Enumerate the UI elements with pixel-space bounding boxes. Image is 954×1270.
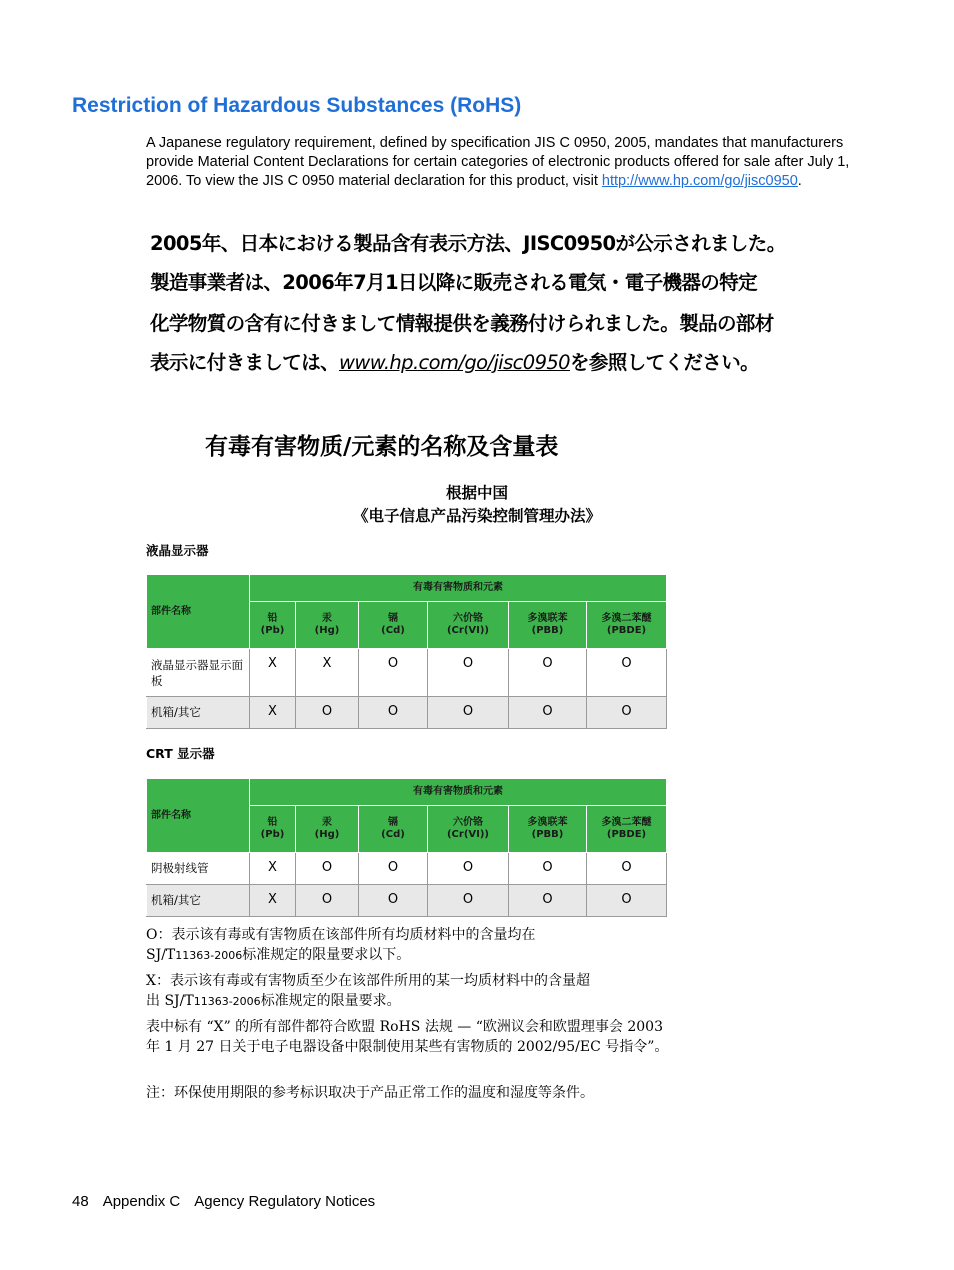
table-cell-mark: O [359,885,428,917]
note-o-line-1: O：表示该有毒或有害物质在该部件所有均质材料中的含量均在 [146,927,536,943]
table-cell-mark: X [250,853,296,885]
table-cell-mark: O [428,853,509,885]
note-x-line-1: X：表示该有毒或有害物质至少在该部件所用的某一均质材料中的含量超 [146,973,590,989]
table-header-substance: 铅 (Pb) [250,602,296,649]
table-header-group: 有毒有害物质和元素 [250,575,667,602]
table-cell-mark: O [587,649,667,697]
japanese-line-4 [150,347,759,375]
page-footer [72,1193,389,1210]
chinese-subtitle-2: 《电子信息产品污染控制管理办法》 [352,507,601,525]
table-header-substance: 镉 (Cd) [359,602,428,649]
table-row [147,649,667,697]
note-x-definition [146,972,676,1011]
table-cell-mark: O [509,885,587,917]
lcd-substance-table [146,574,667,729]
table-header-substance: 汞 (Hg) [296,806,359,853]
table-cell-part: 阴极射线管 [147,853,250,885]
footer-chapter-title: Agency Regulatory Notices [194,1193,376,1210]
jisc0950-link[interactable]: http://www.hp.com/go/jisc0950 [601,173,798,189]
note-rohs-compliance: 表中标有 “X” 的所有部件都符合欧盟 RoHS 法规 — “欧洲议会和欧盟理事会 2003 年 1 月 27 日关于电子电器设备中限制使用某些有害物质的 2002/95/EC 号指令”。 [146,1019,669,1055]
table-header-group: 有毒有害物质和元素 [250,779,667,806]
table-cell-mark: O [296,853,359,885]
table-cell-mark: X [296,649,359,697]
footer-chapter: Appendix C [102,1193,181,1210]
table-header-substance: 多溴联苯 (PBB) [509,602,587,649]
table-header-substance: 多溴二苯醚 (PBDE) [587,602,667,649]
table-cell-part: 液晶显示器显示面板 [147,649,250,697]
table-row [147,853,667,885]
table-header-substance: 铅 (Pb) [250,806,296,853]
table-cell-part: 机箱/其它 [147,697,250,729]
japanese-line-4-prefix: 表示に付きましては、 [150,351,340,374]
table-cell-mark: O [296,885,359,917]
section-heading: Restriction of Hazardous Substances (RoHS) [72,94,522,117]
intro-period: . [797,173,802,189]
japanese-line-4-suffix: を参照してください。 [570,351,760,374]
note-x-line-2: 出 SJ/T11363-2006标准规定的限量要求。 [146,992,401,1009]
table-cell-mark: O [428,697,509,729]
note-o-definition [146,926,676,965]
table-cell-mark: O [509,649,587,697]
table-header-substance: 六价铬 (Cr(VI)) [428,602,509,649]
intro-text: A Japanese regulatory requirement, defined by specification JIS C 0950, 2005, mandates that manufacturers provide Material Content Declarations for certain categories of electronic products offered for sale after July 1, 2006. To view the JIS C 0950 material declaration for this product, visit [146,135,850,189]
japanese-jisc-link[interactable]: www.hp.com/go/jisc0950 [339,351,570,374]
table-header-substance: 六价铬 (Cr(VI)) [428,806,509,853]
table-header-part: 部件名称 [147,779,250,853]
japanese-line-2: 製造事業者は、2006年7月1日以降に販売される電気・電子機器の特定 [150,271,758,294]
table-header-substance: 镉 (Cd) [359,806,428,853]
chinese-subtitle-1: 根据中国 [445,484,508,502]
table-cell-mark: O [587,697,667,729]
table-cell-mark: X [250,697,296,729]
table-header-substance: 多溴二苯醚 (PBDE) [587,806,667,853]
table-cell-mark: O [296,697,359,729]
table-cell-mark: O [587,853,667,885]
table-cell-mark: O [359,853,428,885]
table-header-substance: 多溴联苯 (PBB) [509,806,587,853]
note-environmental-period: 注：环保使用期限的参考标识取决于产品正常工作的温度和湿度等条件。 [146,1085,594,1101]
page-number: 48 [72,1193,89,1210]
japanese-line-3: 化学物質の含有に付きまして情報提供を義務付けられました。製品の部材 [150,312,774,335]
table-cell-part: 机箱/其它 [147,885,250,917]
table-cell-mark: O [428,649,509,697]
lcd-section-label: 液晶显示器 [146,543,209,558]
intro-paragraph [146,134,866,191]
table-cell-mark: O [428,885,509,917]
table-cell-mark: O [359,649,428,697]
chinese-table-title: 有毒有害物质/元素的名称及含量表 [205,434,559,460]
table-header-substance: 汞 (Hg) [296,602,359,649]
table-row [147,697,667,729]
table-cell-mark: X [250,649,296,697]
table-cell-mark: O [509,697,587,729]
table-cell-mark: O [359,697,428,729]
table-cell-mark: O [587,885,667,917]
crt-substance-table [146,778,667,917]
japanese-line-1: 2005年、日本における製品含有表示方法、JISC0950が公示されました。 [150,232,786,255]
crt-section-label: CRT 显示器 [146,746,215,761]
table-row [147,885,667,917]
note-o-line-2: SJ/T11363-2006标准规定的限量要求以下。 [146,946,411,963]
table-cell-mark: X [250,885,296,917]
table-header-part: 部件名称 [147,575,250,649]
table-cell-mark: O [509,853,587,885]
